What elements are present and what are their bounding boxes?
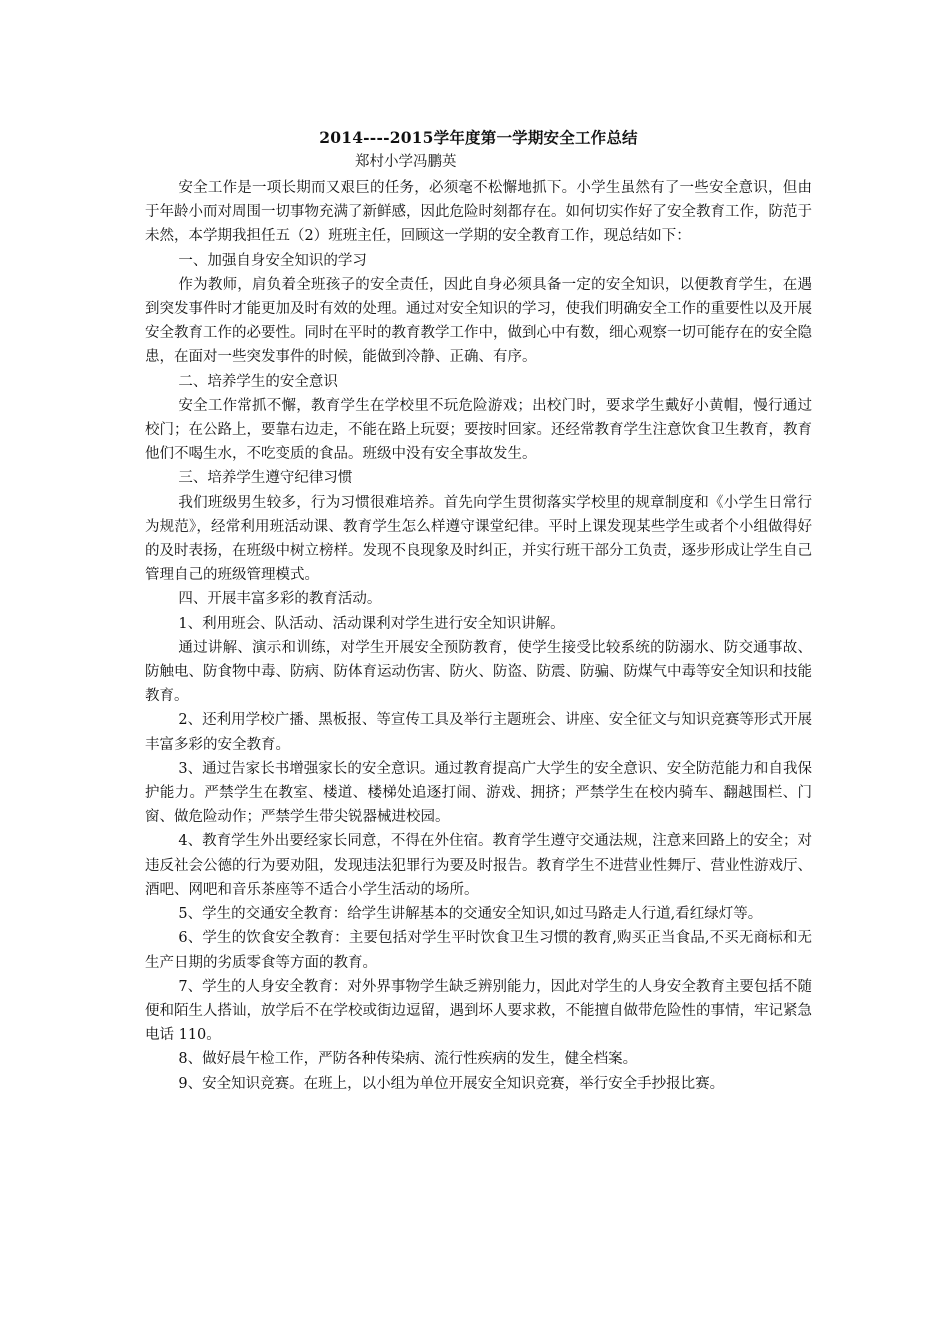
- section-heading-4: 四、开展丰富多彩的教育活动。: [178, 591, 382, 608]
- list-item: 3、通过告家长书增强家长的安全意识。通过教育提高广大学生的安全意识、安全防范能力和自我保护能力。严禁学生在教室、楼道、楼梯处追逐打闹、游戏、拥挤；严禁学生在校内骑车、翻越围栏、门窗、做危险动作；严禁学生带尖锐器械进校园。: [145, 760, 812, 826]
- document-title: 2014----2015学年度第一学期安全工作总结: [319, 128, 638, 147]
- list-item: 9、安全知识竞赛。在班上，以小组为单位开展安全知识竞赛，举行安全手抄报比赛。: [178, 1075, 725, 1092]
- paragraph: 安全工作常抓不懈，教育学生在学校里不玩危险游戏；出校门时，要求学生戴好小黄帽，慢行通过校门；在公路上，要靠右边走，不能在路上玩耍；要按时回家。还经常教育学生注意饮食卫生教育，教育他们不喝生水，不吃变质的食品。班级中没有安全事故发生。: [145, 397, 812, 463]
- list-item: 5、学生的交通安全教育：给学生讲解基本的交通安全知识,如过马路走人行道,看红绿灯等。: [178, 906, 763, 923]
- list-item: 8、做好晨午检工作，严防各种传染病、流行性疾病的发生，健全档案。: [178, 1051, 638, 1068]
- section-heading-1: 一、加强自身安全知识的学习: [178, 252, 367, 269]
- paragraph: 作为教师，肩负着全班孩子的安全责任，因此自身必须具备一定的安全知识，以便教育学生，在遇到突发事件时才能更加及时有效的处理。通过对安全知识的学习，使我们明确安全工作的重要性以及开展安全教育工作的必要性。同时在平时的教育教学工作中，做到心中有数，细心观察一切可能存在的安全隐患，在面对一些突发事件的时候，能做到冷静、正确、有序。: [145, 276, 812, 366]
- paragraph-intro: 安全工作是一项长期而又艰巨的任务，必须毫不松懈地抓下。小学生虽然有了一些安全意识，但由于年龄小而对周围一切事物充满了新鲜感，因此危险时刻都存在。如何切实作好了安全教育工作，防范于未然，本学期我担任五（2）班班主任，回顾这一学期的安全教育工作，现总结如下：: [145, 180, 812, 245]
- paragraph: 我们班级男生较多，行为习惯很难培养。首先向学生贯彻落实学校里的规章制度和《小学生日常行为规范》，经常利用班活动课、教育学生怎么样遵守课堂纪律。平时上课发现某些学生或者个小组做得好的及时表扬，在班级中树立榜样。发现不良现象及时纠正，并实行班干部分工负责，逐步形成让学生自己管理自己的班级管理模式。: [145, 494, 812, 584]
- document-page: [145, 126, 812, 1096]
- list-item: 4、教育学生外出要经家长同意，不得在外住宿。教育学生遵守交通法规，注意来回路上的安全；对违反社会公德的行为要劝阻，发现违法犯罪行为要及时报告。教育学生不进营业性舞厅、营业性游戏厅、酒吧、网吧和音乐茶座等不适合小学生活动的场所。: [145, 833, 812, 898]
- list-item: 1、利用班会、队活动、活动课利对学生进行安全知识讲解。: [178, 615, 565, 632]
- paragraph: 通过讲解、演示和训练，对学生开展安全预防教育，使学生接受比较系统的防溺水、防交通事故、防触电、防食物中毒、防病、防体育运动伤害、防火、防盗、防震、防骗、防煤气中毒等安全知识和技能教育。: [145, 639, 812, 705]
- list-item: 6、学生的饮食安全教育：主要包括对学生平时饮食卫生习惯的教育,购买正当食品,不买无商标和无生产日期的劣质零食等方面的教育。: [145, 930, 812, 971]
- document-author: 郑村小学冯鹏英: [355, 154, 457, 170]
- section-heading-2: 二、培养学生的安全意识: [178, 373, 338, 390]
- list-item: 2、还利用学校广播、黑板报、等宣传工具及举行主题班会、讲座、安全征文与知识竞赛等形式开展丰富多彩的安全教育。: [145, 712, 812, 753]
- list-item: 7、学生的人身安全教育：对外界事物学生缺乏辨别能力，因此对学生的人身安全教育主要包括不随便和陌生人搭讪，放学后不在学校或街边逗留，遇到坏人要求救，不能擅自做带危险性的事情，牢记紧急电话 110。: [145, 978, 812, 1044]
- section-heading-3: 三、培养学生遵守纪律习惯: [178, 470, 353, 487]
